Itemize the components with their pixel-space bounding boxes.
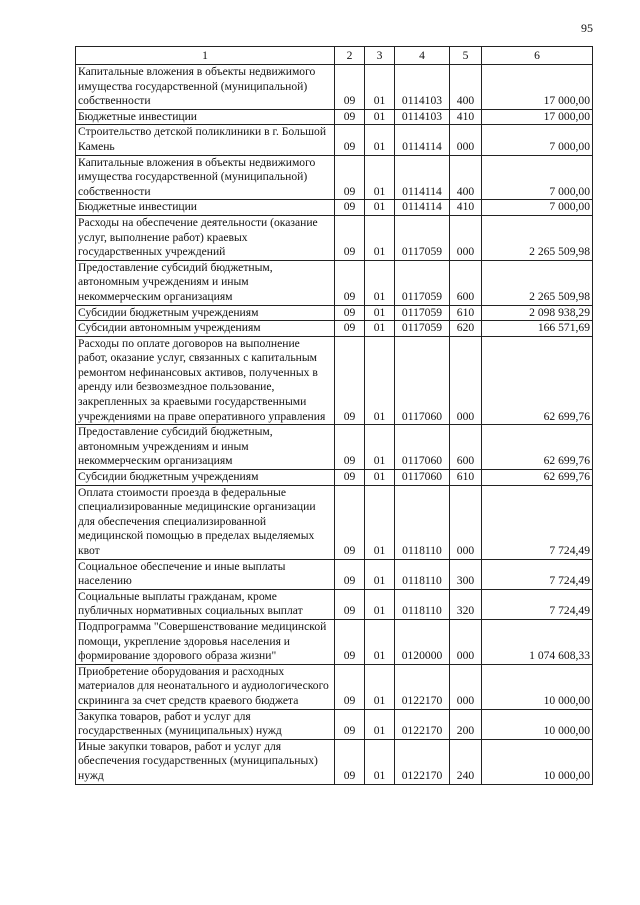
table-row xyxy=(76,739,593,784)
table-row xyxy=(76,109,593,125)
table-row xyxy=(76,425,593,470)
cell-target-article: 0122170 xyxy=(395,739,450,784)
table-row xyxy=(76,485,593,559)
cell-item-name: Приобретение оборудования и расходных материалов для неонатального и аудиологического скрининга за счет средств краевого бюджета xyxy=(76,664,335,709)
cell-target-article: 0117059 xyxy=(395,305,450,321)
table-row xyxy=(76,619,593,664)
table-row xyxy=(76,709,593,739)
table-body xyxy=(76,65,593,785)
cell-target-article: 0114114 xyxy=(395,155,450,200)
header-col-2: 2 xyxy=(335,47,365,65)
table-row xyxy=(76,664,593,709)
table-row xyxy=(76,215,593,260)
cell-subsection-code: 01 xyxy=(365,485,395,559)
cell-subsection-code: 01 xyxy=(365,321,395,337)
cell-target-article: 0118110 xyxy=(395,589,450,619)
cell-expense-type: 600 xyxy=(450,425,482,470)
cell-target-article: 0114114 xyxy=(395,125,450,155)
table-row xyxy=(76,305,593,321)
cell-amount: 2 265 509,98 xyxy=(482,260,593,305)
cell-item-name: Предоставление субсидий бюджетным, автономным учреждениям и иным некоммерческим организациям xyxy=(76,260,335,305)
cell-amount: 7 724,49 xyxy=(482,559,593,589)
cell-item-name: Субсидии автономным учреждениям xyxy=(76,321,335,337)
cell-subsection-code: 01 xyxy=(365,709,395,739)
table-row xyxy=(76,65,593,110)
cell-target-article: 0114103 xyxy=(395,65,450,110)
cell-amount: 7 724,49 xyxy=(482,485,593,559)
cell-item-name: Закупка товаров, работ и услуг для государственных (муниципальных) нужд xyxy=(76,709,335,739)
cell-expense-type: 610 xyxy=(450,305,482,321)
cell-target-article: 0117060 xyxy=(395,425,450,470)
table-row xyxy=(76,321,593,337)
cell-item-name: Бюджетные инвестиции xyxy=(76,200,335,216)
header-col-3: 3 xyxy=(365,47,395,65)
cell-subsection-code: 01 xyxy=(365,260,395,305)
header-col-6: 6 xyxy=(482,47,593,65)
cell-expense-type: 000 xyxy=(450,336,482,425)
cell-expense-type: 000 xyxy=(450,125,482,155)
cell-item-name: Расходы по оплате договоров на выполнение работ, оказание услуг, связанных с капитальным ремонтом нефинансовых активов, полученных в аренду или безвозмездное пользование, закрепленных за краевыми государственными учреждениями на праве оперативного управления xyxy=(76,336,335,425)
cell-section-code: 09 xyxy=(335,485,365,559)
cell-expense-type: 610 xyxy=(450,470,482,486)
cell-amount: 62 699,76 xyxy=(482,470,593,486)
cell-subsection-code: 01 xyxy=(365,215,395,260)
cell-expense-type: 300 xyxy=(450,559,482,589)
cell-expense-type: 240 xyxy=(450,739,482,784)
cell-target-article: 0117059 xyxy=(395,260,450,305)
cell-subsection-code: 01 xyxy=(365,155,395,200)
cell-expense-type: 000 xyxy=(450,619,482,664)
cell-item-name: Иные закупки товаров, работ и услуг для обеспечения государственных (муниципальных) нужд xyxy=(76,739,335,784)
cell-section-code: 09 xyxy=(335,305,365,321)
cell-section-code: 09 xyxy=(335,200,365,216)
header-col-4: 4 xyxy=(395,47,450,65)
cell-target-article: 0117060 xyxy=(395,336,450,425)
cell-subsection-code: 01 xyxy=(365,470,395,486)
cell-subsection-code: 01 xyxy=(365,739,395,784)
cell-section-code: 09 xyxy=(335,470,365,486)
cell-target-article: 0114114 xyxy=(395,200,450,216)
cell-target-article: 0120000 xyxy=(395,619,450,664)
cell-section-code: 09 xyxy=(335,260,365,305)
cell-item-name: Бюджетные инвестиции xyxy=(76,109,335,125)
cell-section-code: 09 xyxy=(335,125,365,155)
cell-section-code: 09 xyxy=(335,321,365,337)
cell-amount: 7 724,49 xyxy=(482,589,593,619)
cell-expense-type: 000 xyxy=(450,664,482,709)
cell-subsection-code: 01 xyxy=(365,65,395,110)
cell-item-name: Капитальные вложения в объекты недвижимого имущества государственной (муниципальной) собственности xyxy=(76,65,335,110)
cell-amount: 7 000,00 xyxy=(482,200,593,216)
cell-subsection-code: 01 xyxy=(365,664,395,709)
cell-amount: 2 098 938,29 xyxy=(482,305,593,321)
cell-amount: 7 000,00 xyxy=(482,125,593,155)
cell-item-name: Субсидии бюджетным учреждениям xyxy=(76,470,335,486)
cell-expense-type: 620 xyxy=(450,321,482,337)
cell-item-name: Строительство детской поликлиники в г. Большой Камень xyxy=(76,125,335,155)
cell-expense-type: 600 xyxy=(450,260,482,305)
cell-target-article: 0114103 xyxy=(395,109,450,125)
header-col-1: 1 xyxy=(76,47,335,65)
cell-amount: 10 000,00 xyxy=(482,664,593,709)
cell-section-code: 09 xyxy=(335,739,365,784)
cell-amount: 10 000,00 xyxy=(482,709,593,739)
cell-subsection-code: 01 xyxy=(365,200,395,216)
cell-item-name: Предоставление субсидий бюджетным, автономным учреждениям и иным некоммерческим организациям xyxy=(76,425,335,470)
cell-expense-type: 200 xyxy=(450,709,482,739)
header-col-5: 5 xyxy=(450,47,482,65)
cell-expense-type: 000 xyxy=(450,215,482,260)
cell-section-code: 09 xyxy=(335,709,365,739)
table-row xyxy=(76,155,593,200)
cell-amount: 62 699,76 xyxy=(482,425,593,470)
cell-target-article: 0122170 xyxy=(395,664,450,709)
cell-amount: 166 571,69 xyxy=(482,321,593,337)
cell-expense-type: 410 xyxy=(450,109,482,125)
budget-table xyxy=(75,46,593,785)
cell-expense-type: 400 xyxy=(450,65,482,110)
cell-section-code: 09 xyxy=(335,155,365,200)
cell-item-name: Социальное обеспечение и иные выплаты населению xyxy=(76,559,335,589)
cell-amount: 1 074 608,33 xyxy=(482,619,593,664)
cell-section-code: 09 xyxy=(335,619,365,664)
cell-expense-type: 000 xyxy=(450,485,482,559)
cell-amount: 17 000,00 xyxy=(482,65,593,110)
header-row xyxy=(76,47,593,65)
table-row xyxy=(76,559,593,589)
cell-item-name: Подпрограмма "Совершенствование медицинской помощи, укрепление здоровья населения и формирование здорового образа жизни" xyxy=(76,619,335,664)
cell-subsection-code: 01 xyxy=(365,425,395,470)
cell-amount: 10 000,00 xyxy=(482,739,593,784)
table-row xyxy=(76,260,593,305)
cell-amount: 17 000,00 xyxy=(482,109,593,125)
cell-expense-type: 410 xyxy=(450,200,482,216)
cell-target-article: 0118110 xyxy=(395,559,450,589)
cell-expense-type: 320 xyxy=(450,589,482,619)
cell-section-code: 09 xyxy=(335,664,365,709)
cell-section-code: 09 xyxy=(335,215,365,260)
table-row xyxy=(76,125,593,155)
cell-section-code: 09 xyxy=(335,65,365,110)
cell-subsection-code: 01 xyxy=(365,305,395,321)
cell-amount: 7 000,00 xyxy=(482,155,593,200)
table-row xyxy=(76,200,593,216)
cell-section-code: 09 xyxy=(335,425,365,470)
cell-target-article: 0117059 xyxy=(395,215,450,260)
cell-subsection-code: 01 xyxy=(365,336,395,425)
table-header xyxy=(76,47,593,65)
cell-section-code: 09 xyxy=(335,589,365,619)
cell-subsection-code: 01 xyxy=(365,619,395,664)
cell-item-name: Капитальные вложения в объекты недвижимого имущества государственной (муниципальной) собственности xyxy=(76,155,335,200)
cell-target-article: 0117060 xyxy=(395,470,450,486)
cell-target-article: 0117059 xyxy=(395,321,450,337)
cell-section-code: 09 xyxy=(335,109,365,125)
cell-target-article: 0122170 xyxy=(395,709,450,739)
table-row xyxy=(76,589,593,619)
cell-item-name: Расходы на обеспечение деятельности (оказание услуг, выполнение работ) краевых государственных учреждений xyxy=(76,215,335,260)
cell-item-name: Социальные выплаты гражданам, кроме публичных нормативных социальных выплат xyxy=(76,589,335,619)
cell-target-article: 0118110 xyxy=(395,485,450,559)
cell-amount: 2 265 509,98 xyxy=(482,215,593,260)
cell-amount: 62 699,76 xyxy=(482,336,593,425)
cell-subsection-code: 01 xyxy=(365,559,395,589)
cell-section-code: 09 xyxy=(335,336,365,425)
table-row xyxy=(76,336,593,425)
cell-subsection-code: 01 xyxy=(365,125,395,155)
cell-item-name: Субсидии бюджетным учреждениям xyxy=(76,305,335,321)
cell-section-code: 09 xyxy=(335,559,365,589)
page-number: 95 xyxy=(581,21,593,35)
cell-subsection-code: 01 xyxy=(365,109,395,125)
cell-expense-type: 400 xyxy=(450,155,482,200)
table-row xyxy=(76,470,593,486)
cell-item-name: Оплата стоимости проезда в федеральные специализированные медицинские организации для обеспечения специализированной медицинской помощью в пределах выделяемых квот xyxy=(76,485,335,559)
cell-subsection-code: 01 xyxy=(365,589,395,619)
